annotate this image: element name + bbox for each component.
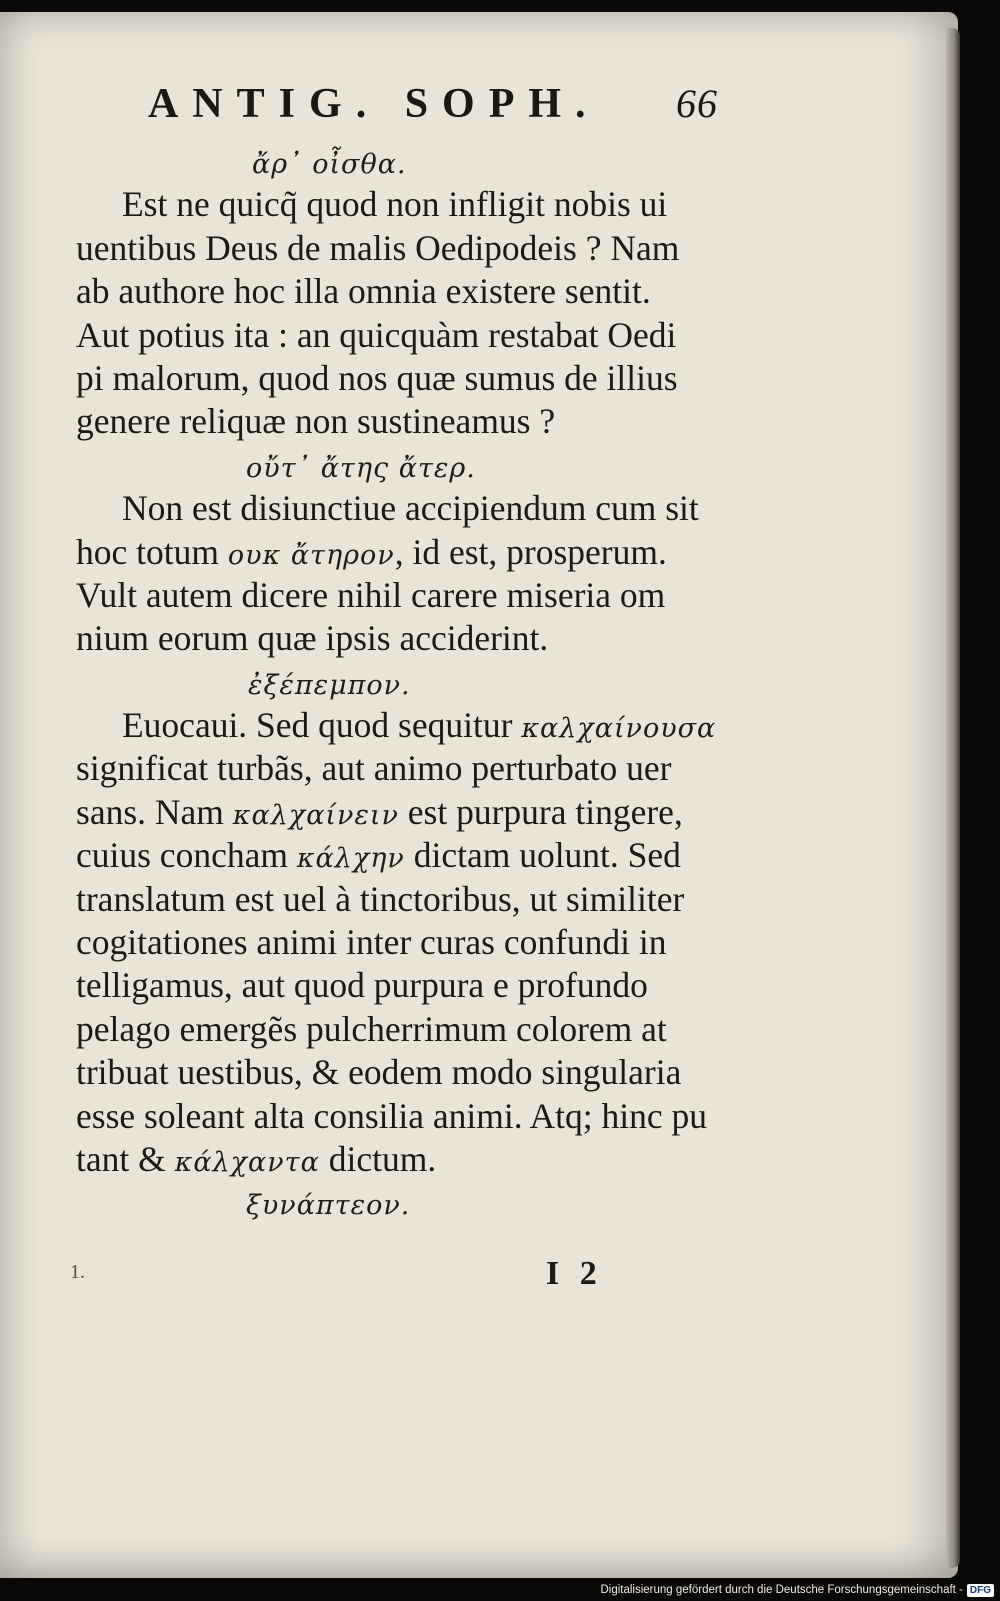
text-line: telligamus, aut quod purpura e profundo (76, 965, 648, 1006)
body-text (76, 140, 756, 1225)
greek-word: ουκ ἄτηρον (227, 539, 395, 571)
page-footer (70, 1255, 630, 1295)
text-line: translatum est uel à tinctoribus, ut similiter (76, 878, 685, 919)
text-line: Vult autem dicere nihil carere miseria om (76, 574, 666, 615)
greek-lemma: ἐξέπεμπον. (248, 669, 411, 701)
text-line: hoc totum ουκ ἄτηρον, id est, prosperum. (76, 531, 667, 572)
greek-lemma: ἄρ᾽ οἶσθα. (252, 149, 407, 180)
dfg-logo-icon: DFG (967, 1584, 994, 1597)
text-line: genere reliquæ non sustineamus ? (76, 401, 556, 442)
text-line: Aut potius ita : an quicquàm restabat Oedi (76, 314, 677, 355)
text-line: sans. Nam καλχαίνειν est purpura tingere, (76, 791, 683, 832)
text-line: Non est disiunctiue accipiendum cum sit (122, 488, 699, 529)
text-line: nium eorum quæ ipsis acciderint. (76, 618, 549, 659)
text-line: cuius concham κάλχην dictam uolunt. Sed (76, 835, 681, 876)
greek-word: καλχαίνουσα (521, 713, 717, 745)
text-line: esse soleant alta consilia animi. Atq; hinc pu (76, 1095, 707, 1136)
margin-mark: 1. (70, 1261, 85, 1283)
text-line: Euocaui. Sed quod sequitur καλχαίνουσα (122, 705, 717, 746)
greek-word: κάλχην (296, 843, 405, 875)
page-header (148, 80, 718, 128)
text-line: ab authore hoc illa omnia existere sentit. (76, 271, 651, 312)
greek-lemma: οὔτ᾽ ἄτης ἄτερ. (246, 452, 476, 484)
text-line: tribuat uestibus, & eodem modo singularia (76, 1052, 682, 1093)
text-line: pelago emergẽs pulcherrimum colorem at (76, 1008, 667, 1049)
greek-lemma: ξυνάπτεον. (246, 1190, 411, 1222)
text-line: pi malorum, quod nos quæ sumus de illius (76, 357, 678, 398)
greek-word: καλχαίνειν (232, 799, 399, 831)
text-line: uentibus Deus de malis Oedipodeis ? Nam (76, 227, 680, 268)
greek-word: κάλχαντα (174, 1146, 320, 1178)
credit-bar (0, 1579, 1000, 1601)
page-edge (946, 28, 960, 1568)
credit-text: Digitalisierung gefördert durch die Deutsche Forschungsgemeinschaft - (600, 1584, 963, 1596)
signature-mark: I 2 (546, 1255, 603, 1292)
running-head: ANTIG. SOPH. (148, 81, 600, 127)
text-line: Est ne quicq̃ quod non infligit nobis ui (122, 184, 668, 225)
page-number: 66 (676, 81, 718, 126)
text-line: tant & κάλχαντα dictum. (76, 1138, 437, 1179)
text-line: significat turbãs, aut animo perturbato uer (76, 748, 672, 789)
text-line: cogitationes animi inter curas confundi in (76, 922, 667, 963)
